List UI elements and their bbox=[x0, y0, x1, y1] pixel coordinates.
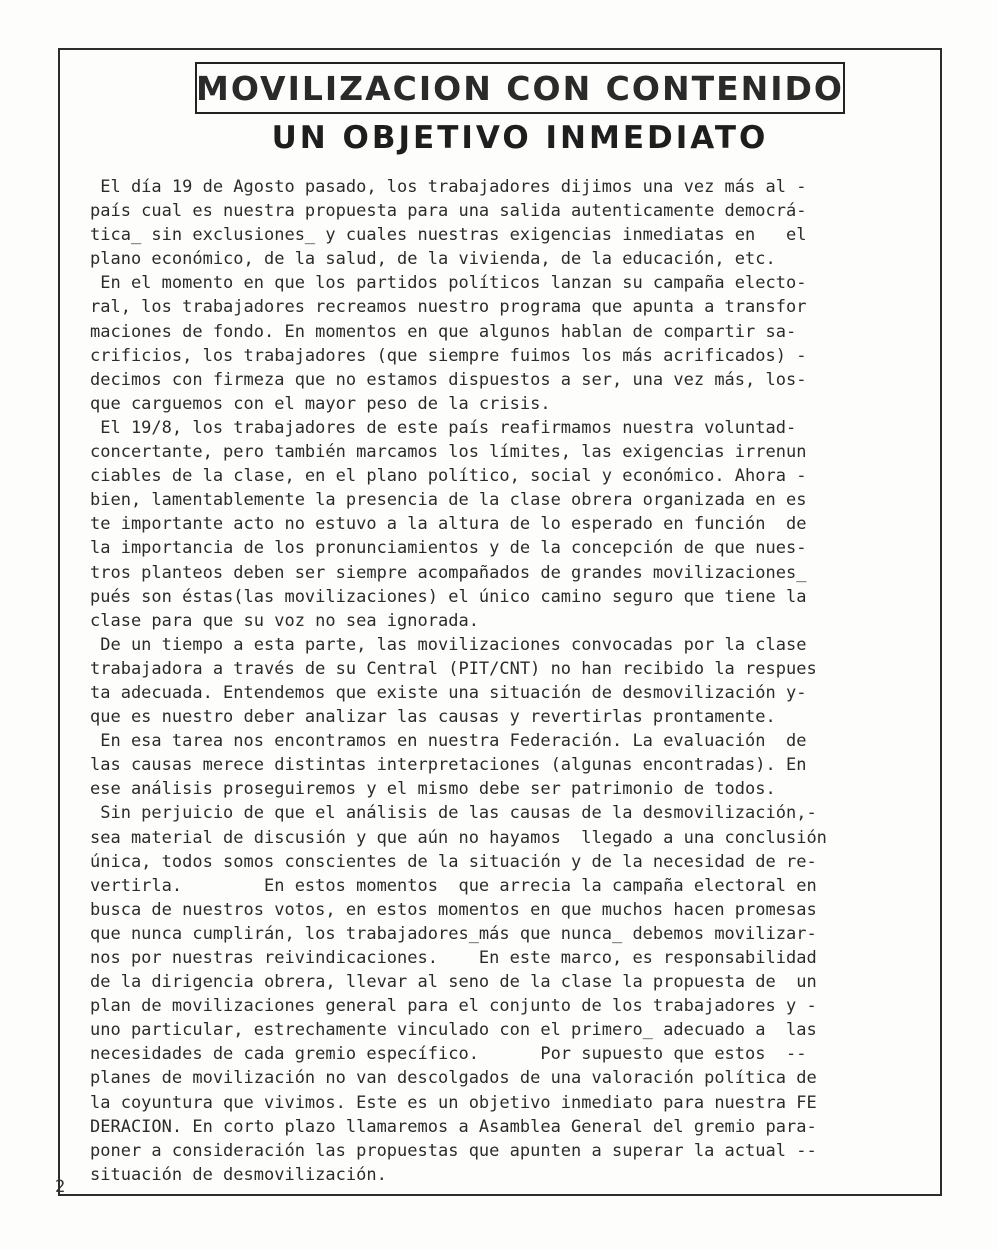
text-line: tros planteos deben ser siempre acompañados de grandes movilizaciones_ bbox=[90, 562, 807, 583]
text-line: nos por nuestras reivindicaciones. En este marco, es responsabilidad bbox=[90, 948, 817, 968]
text-line: las causas merece distintas interpretaciones (algunas encontradas). En bbox=[90, 755, 807, 776]
document-title: MOVILIZACION CON CONTENIDO bbox=[196, 68, 844, 108]
text-line: la coyuntura que vivimos. Este es un objetivo inmediato para nuestra FE bbox=[90, 1092, 817, 1113]
text-line: crificios, los trabajadores (que siempre fuimos los más acrificados) - bbox=[90, 345, 807, 366]
document-subtitle: UN OBJETIVO INMEDIATO bbox=[271, 120, 769, 156]
text-line: En esa tarea nos encontramos en nuestra Federación. La evaluación de bbox=[90, 731, 807, 752]
text-line: necesidades de cada gremio específico. Por supuesto que estos -- bbox=[90, 1044, 807, 1065]
text-line: bien, lamentablemente la presencia de la clase obrera organizada en es bbox=[90, 490, 807, 511]
text-line: El 19/8, los trabajadores de este país reafirmamos nuestra voluntad- bbox=[90, 417, 797, 438]
title-box bbox=[195, 62, 845, 114]
text-line: concertante, pero también marcamos los límites, las exigencias irrenun bbox=[90, 442, 807, 463]
text-line: país cual es nuestra propuesta para una salida autenticamente democrá- bbox=[90, 201, 807, 222]
text-line: busca de nuestros votos, en estos momentos en que muchos hacen promesas bbox=[90, 899, 817, 920]
text-line: clase para que su voz no sea ignorada. bbox=[90, 610, 479, 631]
text-line: En el momento en que los partidos políticos lanzan su campaña electo- bbox=[90, 273, 807, 294]
text-line: sea material de discusión y que aún no hayamos llegado a una conclusión bbox=[90, 827, 827, 848]
text-line: trabajadora a través de su Central (PIT/CNT) no han recibido la respues bbox=[90, 658, 817, 679]
text-line: ta adecuada. Entendemos que existe una situación de desmovilización y- bbox=[90, 682, 807, 703]
text-line: que es nuestro deber analizar las causas y revertirlas prontamente. bbox=[90, 707, 776, 728]
text-line: que carguemos con el mayor peso de la crisis. bbox=[90, 393, 551, 414]
text-line: ese análisis proseguiremos y el mismo debe ser patrimonio de todos. bbox=[90, 779, 776, 800]
text-line: plan de movilizaciones general para el conjunto de los trabajadores y - bbox=[90, 996, 817, 1017]
text-line: única, todos somos conscientes de la situación y de la necesidad de re- bbox=[90, 851, 817, 872]
text-line: Sin perjuicio de que el análisis de las causas de la desmovilización,- bbox=[90, 803, 817, 824]
text-line: plano económico, de la salud, de la vivienda, de la educación, etc. bbox=[90, 249, 776, 270]
text-line: DERACION. En corto plazo llamaremos a Asamblea General del gremio para- bbox=[90, 1116, 817, 1137]
text-line: la importancia de los pronunciamientos y de la concepción de que nues- bbox=[90, 538, 807, 559]
text-line: planes de movilización no van descolgados de una valoración política de bbox=[90, 1068, 817, 1089]
text-line: situación de desmovilización. bbox=[90, 1164, 387, 1185]
text-line: uno particular, estrechamente vinculado con el primero_ adecuado a las bbox=[90, 1020, 817, 1041]
text-line: te importante acto no estuvo a la altura de lo esperado en función de bbox=[90, 514, 807, 535]
text-line: maciones de fondo. En momentos en que algunos hablan de compartir sa- bbox=[90, 321, 797, 342]
text-line: De un tiempo a esta parte, las movilizaciones convocadas por la clase bbox=[90, 634, 807, 655]
text-line: que nunca cumplirán, los trabajadores_más que nunca_ debemos movilizar- bbox=[90, 923, 817, 944]
text-line: poner a consideración las propuestas que apunten a superar la actual -- bbox=[90, 1140, 817, 1161]
text-line: de la dirigencia obrera, llevar al seno de la clase la propuesta de un bbox=[90, 972, 817, 993]
text-line: pués son éstas(las movilizaciones) el único camino seguro que tiene la bbox=[90, 586, 807, 607]
page-number: 2 bbox=[55, 1177, 66, 1197]
text-line: vertirla. En estos momentos que arrecia la campaña electoral en bbox=[90, 875, 817, 896]
text-line: tica_ sin exclusiones_ y cuales nuestras exigencias inmediatas en el bbox=[90, 225, 807, 246]
text-line: ral, los trabajadores recreamos nuestro programa que apunta a transfor bbox=[90, 297, 807, 318]
document-body bbox=[90, 175, 940, 1187]
text-line: ciables de la clase, en el plano político, social y económico. Ahora - bbox=[90, 466, 807, 487]
text-line: decimos con firmeza que no estamos dispuestos a ser, una vez más, los- bbox=[90, 369, 807, 390]
text-line: El día 19 de Agosto pasado, los trabajadores dijimos una vez más al - bbox=[90, 177, 807, 197]
